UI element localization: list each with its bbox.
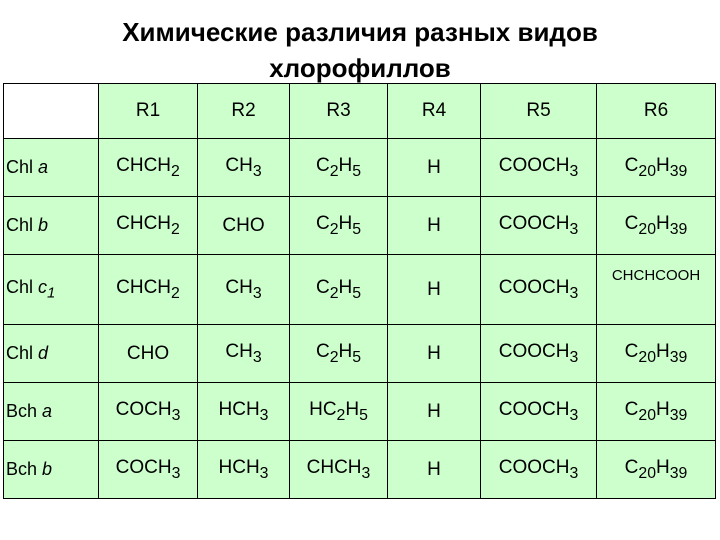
row-label-prefix: Chl: [6, 215, 39, 235]
formula-text: C: [624, 456, 639, 478]
formula-cell-r1: [99, 383, 198, 441]
formula-cell-r3: [290, 255, 388, 325]
formula-subscript: 3: [569, 464, 579, 482]
formula-text: COCH: [115, 456, 172, 478]
formula-text: CHCHCOOH: [611, 267, 701, 284]
formula-cell-r5: [481, 325, 597, 383]
column-header-r5: R5: [481, 84, 597, 139]
formula-text: CH: [225, 154, 253, 176]
column-header-r1: R1: [99, 84, 198, 139]
formula-text: C: [315, 276, 330, 298]
formula-text: C: [624, 154, 639, 176]
formula-text: COOCH: [498, 212, 570, 234]
formula-text: COOCH: [498, 276, 570, 298]
formula-subscript: 3: [259, 406, 269, 424]
table-row: [4, 139, 716, 197]
formula-subscript: 3: [361, 464, 371, 482]
formula-subscript: 2: [329, 162, 339, 180]
formula-text: H: [427, 278, 441, 300]
formula-text: COOCH: [498, 154, 570, 176]
formula-cell-r1: [99, 441, 198, 499]
row-label-prefix: Bch: [6, 401, 43, 421]
formula-subscript: 2: [171, 162, 180, 180]
formula-text: COOCH: [498, 456, 570, 478]
formula-text: CHCH: [306, 456, 362, 478]
row-label-prefix: Chl: [6, 157, 39, 177]
formula-cell-r3: [290, 441, 388, 499]
formula-text: H: [427, 400, 441, 422]
formula-subscript: 2: [329, 348, 339, 366]
formula-text: C: [624, 340, 639, 362]
formula-text: H: [427, 156, 441, 178]
table-row: [4, 325, 716, 383]
title-line-2: хлорофиллов: [269, 53, 451, 83]
formula-text: CHO: [222, 214, 265, 236]
formula-cell-r5: [481, 139, 597, 197]
formula-subscript: 3: [569, 220, 579, 238]
formula-text: H: [427, 214, 441, 236]
header-row: [4, 84, 716, 139]
formula-cell-r1: [99, 197, 198, 255]
formula-cell-r6: [597, 197, 716, 255]
formula-text: H: [338, 212, 353, 234]
table-body: [4, 84, 716, 499]
title-line-1: Химические различия разных видов: [122, 17, 598, 47]
formula-text: C: [315, 154, 330, 176]
formula-text: C: [315, 340, 330, 362]
formula-cell-r1: [99, 325, 198, 383]
formula-cell-r4: [388, 255, 481, 325]
formula-text: H: [656, 154, 670, 176]
formula-text: H: [345, 398, 360, 420]
column-header-r2: R2: [198, 84, 290, 139]
formula-cell-r2: [198, 197, 290, 255]
chlorophyll-table: [3, 83, 716, 499]
formula-subscript: 39: [669, 162, 688, 180]
formula-text: CHO: [126, 342, 170, 364]
row-label: [4, 383, 99, 441]
formula-text: COOCH: [498, 340, 570, 362]
column-header-r4: R4: [388, 84, 481, 139]
formula-cell-r2: [198, 383, 290, 441]
column-header-r3: R3: [290, 84, 388, 139]
formula-subscript: 3: [171, 464, 181, 482]
formula-subscript: 2: [171, 220, 180, 238]
row-label: [4, 197, 99, 255]
row-label-variant: b: [38, 215, 49, 235]
formula-text: H: [338, 154, 353, 176]
row-label-variant: a: [42, 401, 53, 421]
formula-subscript: 20: [638, 348, 656, 366]
formula-cell-r6: [597, 441, 716, 499]
formula-cell-r5: [481, 197, 597, 255]
formula-cell-r4: [388, 139, 481, 197]
formula-cell-r6: [597, 383, 716, 441]
formula-cell-r4: [388, 441, 481, 499]
row-label-variant: b: [42, 459, 53, 479]
formula-text: C: [315, 212, 330, 234]
formula-cell-r6: [597, 139, 716, 197]
formula-text: HC: [309, 398, 337, 420]
formula-text: H: [656, 212, 670, 234]
formula-text: HCH: [218, 456, 260, 478]
formula-subscript: 20: [638, 464, 656, 482]
formula-subscript: 3: [569, 406, 579, 424]
formula-subscript: 3: [252, 162, 262, 180]
formula-cell-r3: [290, 383, 388, 441]
formula-cell-r3: [290, 325, 388, 383]
formula-text: H: [338, 276, 353, 298]
formula-subscript: 3: [569, 162, 579, 180]
formula-cell-r6: [597, 325, 716, 383]
formula-cell-r2: [198, 255, 290, 325]
formula-subscript: 3: [171, 406, 181, 424]
formula-subscript: 3: [569, 348, 579, 366]
formula-text: C: [624, 398, 639, 420]
formula-cell-r3: [290, 197, 388, 255]
formula-subscript: 2: [171, 284, 180, 302]
formula-subscript: 2: [329, 220, 339, 238]
formula-subscript: 3: [252, 348, 262, 366]
formula-cell-r4: [388, 197, 481, 255]
row-label-prefix: Chl: [6, 343, 39, 363]
formula-text: CHCH: [116, 276, 172, 298]
column-header-r6: R6: [597, 84, 716, 139]
formula-text: CH: [225, 340, 253, 362]
formula-subscript: 39: [669, 464, 688, 482]
formula-subscript: 5: [352, 284, 362, 302]
table-row: [4, 441, 716, 499]
formula-text: H: [427, 458, 441, 480]
formula-text: H: [656, 456, 670, 478]
formula-cell-r2: [198, 325, 290, 383]
formula-cell-r5: [481, 383, 597, 441]
formula-text: H: [338, 340, 353, 362]
formula-text: HCH: [218, 398, 260, 420]
formula-subscript: 3: [252, 284, 262, 302]
formula-text: COOCH: [498, 398, 570, 420]
formula-subscript: 5: [359, 406, 368, 424]
row-label-prefix: Chl: [6, 277, 39, 298]
formula-subscript: 2: [329, 284, 339, 302]
row-label-variant: c: [38, 277, 48, 298]
formula-cell-r1: [99, 255, 198, 325]
formula-cell-r3: [290, 139, 388, 197]
formula-subscript: 2: [336, 406, 346, 424]
formula-cell-r1: [99, 139, 198, 197]
formula-text: CH: [225, 276, 253, 298]
formula-subscript: 39: [669, 406, 688, 424]
formula-cell-r5: [481, 441, 597, 499]
row-label-prefix: Bch: [6, 459, 43, 479]
row-label: [4, 139, 99, 197]
formula-text: CHCH: [116, 212, 172, 234]
formula-subscript: 5: [352, 348, 362, 366]
formula-text: CHCH: [116, 154, 172, 176]
slide-title: [0, 14, 720, 86]
formula-cell-r4: [388, 325, 481, 383]
row-label-variant: d: [38, 343, 49, 363]
formula-cell-r4: [388, 383, 481, 441]
formula-text: COCH: [115, 398, 172, 420]
formula-cell-r6: [597, 255, 716, 325]
formula-text: H: [656, 398, 670, 420]
formula-text: C: [624, 212, 639, 234]
row-label: [4, 325, 99, 383]
formula-text: H: [427, 342, 441, 364]
formula-subscript: 39: [669, 348, 688, 366]
row-label: [4, 255, 99, 325]
formula-cell-r2: [198, 441, 290, 499]
formula-subscript: 20: [638, 406, 656, 424]
table-row: [4, 383, 716, 441]
formula-cell-r5: [481, 255, 597, 325]
formula-subscript: 5: [352, 220, 362, 238]
formula-subscript: 20: [638, 220, 656, 238]
header-corner-cell: [4, 84, 99, 139]
table-row: [4, 197, 716, 255]
formula-subscript: 3: [259, 464, 269, 482]
row-label-subscript: 1: [47, 284, 56, 302]
formula-cell-r2: [198, 139, 290, 197]
row-label: [4, 441, 99, 499]
row-label-variant: a: [38, 157, 49, 177]
formula-subscript: 39: [669, 220, 688, 238]
formula-subscript: 3: [569, 284, 579, 302]
table-row: [4, 255, 716, 325]
formula-subscript: 20: [638, 162, 656, 180]
formula-subscript: 5: [352, 162, 362, 180]
formula-text: H: [656, 340, 670, 362]
